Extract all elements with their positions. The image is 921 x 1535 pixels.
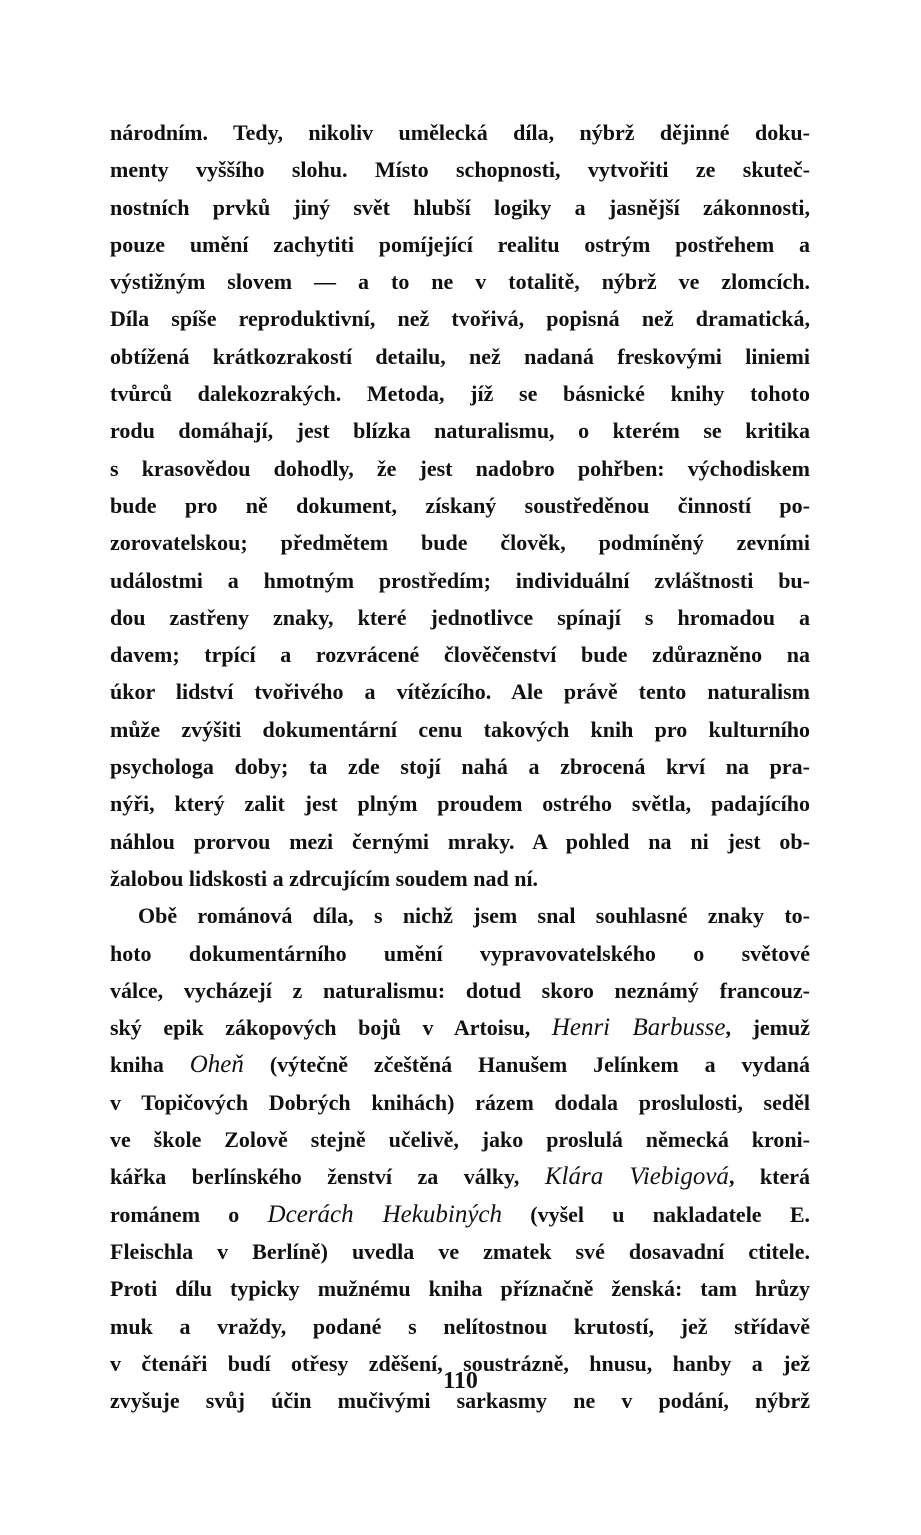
text-line: davem; trpící a rozvrácené člověčenství bude zdůrazněno na: [110, 642, 810, 668]
text-line: může zvýšiti dokumentární cenu takových knih pro kulturního: [110, 716, 810, 742]
text-line: [110, 1196, 810, 1233]
text-line: nýři, který zalit jest plným proudem ostrého světla, padajícího: [110, 791, 810, 817]
text-line: obtížená krátkozrakostí detailu, než nadaná freskovými liniemi: [110, 343, 810, 369]
text-line: v Topičových Dobrých knihách) rázem dodala proslulosti, seděl: [110, 1089, 810, 1115]
text-segment: (výtečně zčeštěná Hanušem Jelínkem a vydaná: [269, 1052, 810, 1078]
text-line: [110, 1158, 810, 1195]
text-segment: , která: [728, 1164, 810, 1190]
text-line: nostních prvků jiný svět hlubší logiky a jasnější zákonnosti,: [110, 194, 810, 220]
text-segment: románem o: [110, 1201, 240, 1227]
book-title-italic: Oheň: [189, 1051, 244, 1079]
text-line: rodu domáhají, jest blízka naturalismu, o kterém se kritika: [110, 418, 810, 444]
author-name-italic: Henri Barbusse: [551, 1014, 726, 1042]
text-segment: (vyšel u nakladatele E.: [530, 1201, 810, 1227]
text-segment: kářka berlínského ženství za války,: [110, 1164, 520, 1190]
text-line: Fleischla v Berlíně) uvedla ve zmatek své dosavadní ctitele.: [110, 1238, 810, 1264]
text-line: menty vyššího slohu. Místo schopnosti, vytvořiti ze skuteč-: [110, 157, 810, 183]
text-line: válce, vycházejí z naturalismu: dotud skoro neznámý francouz-: [110, 977, 810, 1003]
text-line: zorovatelskou; předmětem bude člověk, podmíněný zevními: [110, 530, 810, 556]
text-line: výstižným slovem — a to ne v totalitě, nýbrž ve zlomcích.: [110, 269, 810, 295]
text-line: ve škole Zolově stejně učelivě, jako proslulá německá kroni-: [110, 1127, 810, 1153]
text-line: tvůrců dalekozrakých. Metoda, jíž se básnické knihy tohoto: [110, 381, 810, 407]
text-line: zvyšuje svůj účin mučivými sarkasmy ne v podání, nýbrž: [110, 1388, 810, 1414]
author-name-italic: Klára Viebigová: [544, 1163, 729, 1191]
text-segment: , jemuž: [725, 1015, 810, 1041]
text-line: [110, 1046, 810, 1083]
text-segment: kniha: [110, 1052, 164, 1078]
text-line: hoto dokumentárního umění vypravovatelského o světové: [110, 940, 810, 966]
text-line: událostmi a hmotným prostředím; individuální zvláštnosti bu-: [110, 567, 810, 593]
text-line: v čtenáři budí otřesy zděšení, soustrázně, hnusu, hanby a jež: [110, 1350, 810, 1376]
text-line: [110, 1009, 810, 1046]
text-line: bude pro ně dokument, získaný soustředěnou činností po-: [110, 492, 810, 518]
text-line: psychologa doby; ta zde stojí nahá a zbrocená krví na pra-: [110, 754, 810, 780]
paragraph-first-line: Obě románová díla, s nichž jsem snal souhlasné znaky to-: [138, 903, 810, 929]
page-number: 110: [443, 1368, 478, 1394]
text-line: s krasovědou dohodly, že jest nadobro pohřben: východiskem: [110, 455, 810, 481]
text-line: národním. Tedy, nikoliv umělecká díla, nýbrž dějinné doku-: [110, 120, 810, 145]
body-text: [110, 114, 810, 1419]
text-segment: ský epik zákopových bojů v Artoisu,: [110, 1015, 531, 1041]
text-line: žalobou lidskosti a zdrcujícím soudem nad ní.: [110, 865, 539, 891]
text-line: úkor lidství tvořivého a vítězícího. Ale právě tento naturalism: [110, 679, 810, 705]
text-line: Proti dílu typicky mužnému kniha příznačně ženská: tam hrůzy: [110, 1276, 810, 1302]
book-title-italic: Dcerách Hekubiných: [267, 1200, 503, 1228]
text-line: náhlou prorvou mezi černými mraky. A pohled na ni jest ob-: [110, 828, 810, 854]
text-line: pouze umění zachytiti pomíjející realitu ostrým postřehem a: [110, 231, 810, 257]
text-line: muk a vraždy, podané s nelítostnou krutostí, jež střídavě: [110, 1313, 810, 1339]
text-line: dou zastřeny znaky, které jednotlivce spínají s hromadou a: [110, 604, 810, 630]
text-line: Díla spíše reproduktivní, než tvořivá, popisná než dramatická,: [110, 306, 810, 332]
